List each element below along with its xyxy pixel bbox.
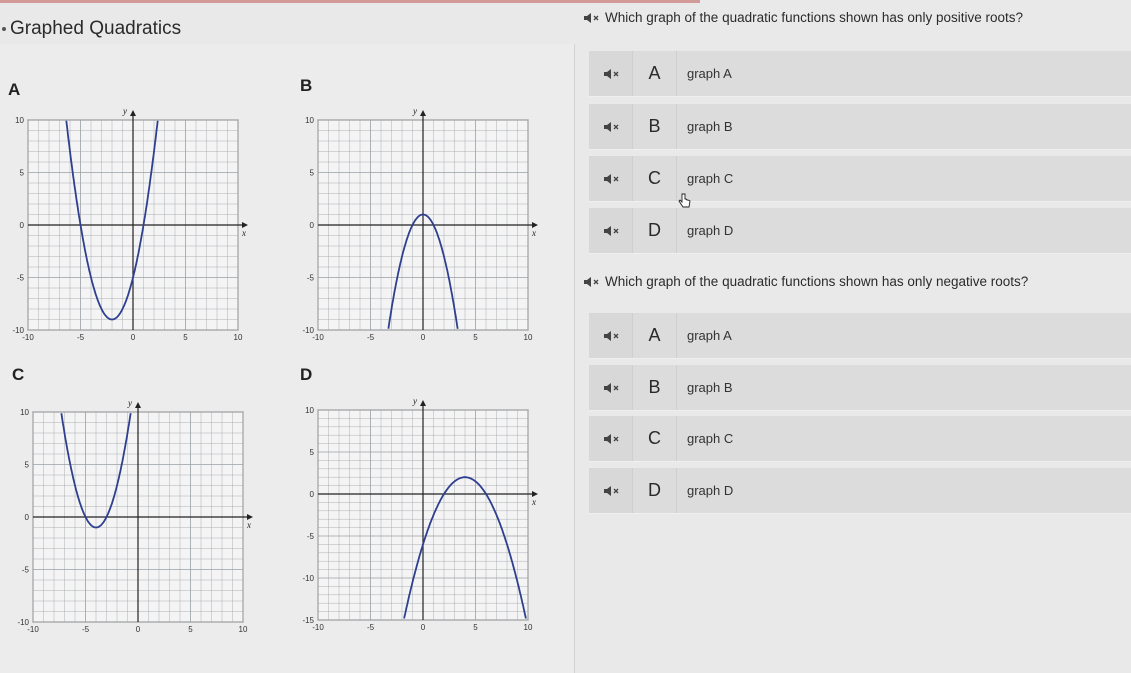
question-2-text: Which graph of the quadratic functions shown has only negative roots? [605, 274, 1029, 289]
y-axis-label: y [413, 106, 417, 116]
speaker-icon[interactable] [589, 365, 633, 410]
q2-option-d[interactable] [589, 468, 1131, 514]
x-tick-label: 5 [183, 333, 188, 342]
speaker-icon[interactable] [589, 468, 633, 513]
y-tick-label: 0 [24, 513, 29, 522]
y-tick-label: 5 [24, 460, 29, 470]
x-tick-label: -10 [27, 625, 39, 634]
y-tick-label: 0 [19, 221, 24, 230]
y-tick-label: 5 [309, 168, 314, 178]
option-letter: B [633, 104, 677, 149]
x-axis-label: x [247, 520, 251, 530]
graph-label-b: B [300, 76, 313, 95]
pointer-hand-icon [678, 193, 692, 214]
option-text: graph B [687, 380, 733, 395]
graph-label-c: C [12, 365, 25, 384]
x-tick-label: -5 [81, 625, 90, 634]
y-tick-label: -5 [306, 532, 314, 541]
graph-d-chart [302, 396, 536, 632]
option-text: graph A [687, 66, 732, 81]
y-tick-label: 0 [309, 490, 314, 499]
y-tick-label: 10 [15, 116, 24, 125]
x-tick-label: 5 [473, 623, 478, 632]
page-title: Graphed Quadratics [10, 18, 182, 39]
y-tick-label: -10 [12, 326, 24, 335]
option-text: graph D [687, 223, 734, 238]
speaker-icon[interactable] [589, 416, 633, 461]
graph-label-d: D [300, 365, 313, 384]
y-tick-label: 10 [305, 406, 314, 415]
x-axis-label: x [532, 228, 536, 238]
speaker-icon[interactable] [583, 276, 599, 288]
x-tick-label: 0 [420, 333, 426, 342]
graph-a-chart [12, 106, 246, 342]
speaker-icon[interactable] [589, 208, 633, 253]
graph-b-chart [302, 106, 536, 342]
option-letter: D [633, 208, 677, 253]
question-1-text: Which graph of the quadratic functions shown has only positive roots? [605, 10, 1023, 25]
option-letter: C [633, 156, 677, 201]
x-tick-label: 5 [188, 625, 193, 634]
y-tick-label: -10 [302, 574, 314, 583]
y-tick-label: 10 [305, 116, 314, 125]
y-axis-label: y [128, 398, 132, 408]
x-tick-label: -5 [76, 333, 85, 342]
x-tick-label: 10 [233, 333, 243, 342]
q1-option-d[interactable] [589, 208, 1131, 254]
x-tick-label: 0 [130, 333, 136, 342]
x-tick-label: -10 [312, 333, 324, 342]
question-1 [583, 10, 1023, 25]
y-tick-label: 5 [19, 168, 24, 178]
graph-label-a: A [8, 80, 21, 99]
option-letter: B [633, 365, 677, 410]
question-2 [583, 274, 1028, 289]
y-tick-label: 5 [309, 448, 314, 457]
speaker-icon[interactable] [589, 313, 633, 358]
x-tick-label: 5 [473, 333, 478, 342]
x-tick-label: 0 [135, 625, 141, 634]
graph-c-chart [17, 398, 251, 634]
y-tick-label: 0 [309, 221, 314, 230]
option-letter: A [633, 313, 677, 358]
q2-option-a[interactable] [589, 313, 1131, 359]
y-tick-label: -5 [306, 273, 314, 283]
x-axis-label: x [242, 228, 246, 238]
y-tick-label: -5 [16, 273, 24, 283]
speaker-icon[interactable] [589, 156, 633, 201]
x-tick-label: 10 [523, 333, 533, 342]
speaker-icon[interactable] [589, 104, 633, 149]
x-tick-label: -10 [312, 623, 324, 632]
top-accent-bar [0, 0, 700, 3]
speaker-icon[interactable] [589, 51, 633, 96]
y-tick-label: -10 [17, 618, 29, 627]
q1-option-a[interactable] [589, 51, 1131, 97]
option-letter: D [633, 468, 677, 513]
option-letter: A [633, 51, 677, 96]
title-bullet [2, 27, 6, 31]
y-axis-label: y [413, 396, 417, 406]
q2-option-b[interactable] [589, 365, 1131, 411]
q1-option-b[interactable] [589, 104, 1131, 150]
option-text: graph C [687, 171, 734, 186]
x-tick-label: 10 [238, 625, 248, 634]
speaker-icon[interactable] [583, 12, 599, 24]
option-text: graph B [687, 119, 733, 134]
option-text: graph D [687, 483, 734, 498]
x-tick-label: -5 [366, 333, 375, 342]
q2-option-c[interactable] [589, 416, 1131, 462]
option-text: graph C [687, 431, 734, 446]
q1-option-c[interactable] [589, 156, 1131, 202]
x-tick-label: -10 [22, 333, 34, 342]
y-tick-label: 10 [20, 408, 29, 417]
y-tick-label: -10 [302, 326, 314, 335]
x-tick-label: -5 [366, 623, 375, 632]
y-tick-label: -5 [21, 565, 29, 575]
option-letter: C [633, 416, 677, 461]
y-axis-label: y [123, 106, 127, 116]
x-axis-label: x [532, 497, 536, 507]
y-tick-label: -15 [302, 616, 314, 625]
x-tick-label: 0 [420, 623, 426, 632]
option-text: graph A [687, 328, 732, 343]
x-tick-label: 10 [523, 623, 533, 632]
